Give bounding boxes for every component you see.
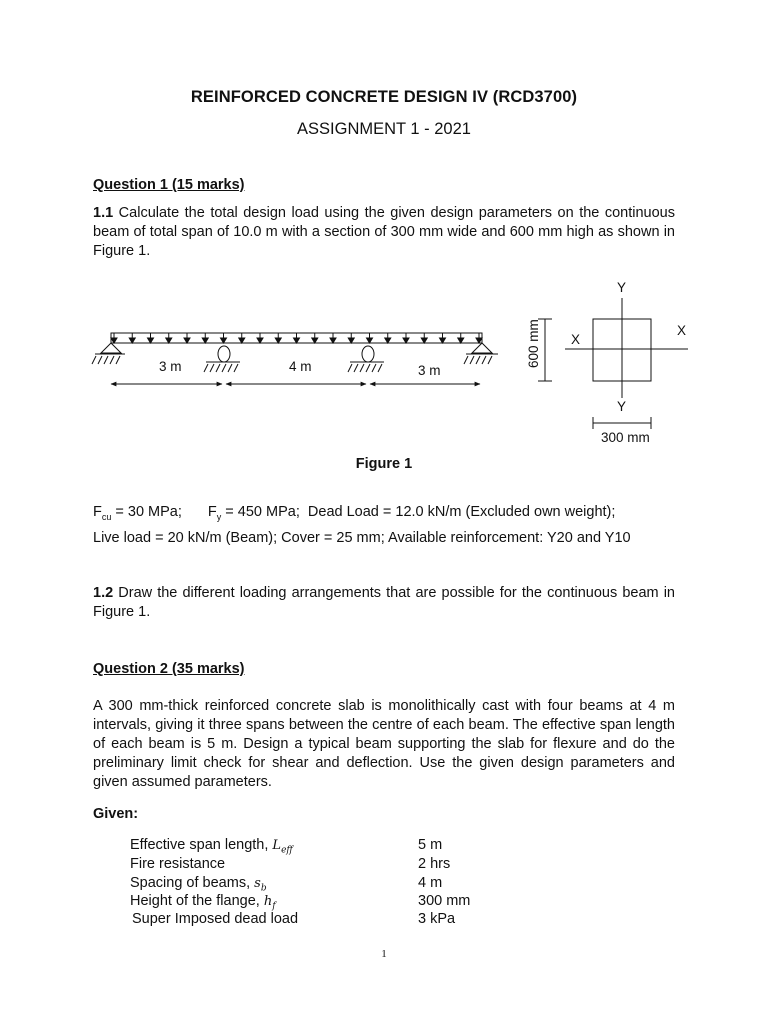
span-label-1: 3 m	[159, 359, 182, 374]
figure-caption: Figure 1	[355, 456, 413, 472]
section-height-label: 600 mm	[526, 319, 541, 368]
distributed-load-arrows	[111, 333, 482, 343]
question-1-heading: Question 1 (15 marks)	[93, 177, 245, 193]
given-row-fire-resistance: Fire resistance 2 hrs	[130, 856, 451, 872]
question-1-2-text	[93, 584, 675, 622]
pinned-support-left	[92, 343, 125, 364]
span-label-2: 4 m	[289, 359, 312, 374]
load-arrow-head	[330, 338, 336, 343]
design-parameters-line-2: Live load = 20 kN/m (Beam); Cover = 25 mm; Available reinforcement: Y20 and Y10	[93, 530, 631, 546]
design-parameters-line-1: $F_{cu} = 30$ MPa; $F_y = 450$ MPa; Dead Load = 12.0 kN/m (Excluded own weight);	[93, 504, 616, 522]
axis-x-right-label: X	[677, 323, 687, 338]
assignment-title: ASSIGNMENT 1 - 2021	[297, 120, 471, 138]
question-1-1-number: 1.1	[93, 205, 114, 221]
question-1-2-number: 1.2	[93, 585, 114, 601]
given-row-beam-spacing: Spacing of beams, $s_b$ 4 m	[130, 875, 443, 894]
beam-cross-section	[538, 298, 688, 429]
load-arrow-head	[184, 338, 190, 343]
load-arrow-head	[111, 338, 117, 343]
figure-1-diagram	[0, 0, 768, 460]
load-arrow-head	[440, 338, 446, 343]
load-arrow-head	[257, 338, 263, 343]
span-label-3: 3 m	[418, 363, 441, 378]
axis-y-top-label: Y	[617, 280, 627, 295]
question-1-2-body: Draw the different loading arrangements that are possible for the continuous beam in Figure 1.	[93, 585, 675, 620]
roller-support-2	[348, 346, 384, 372]
axis-x-left-label: X	[571, 332, 581, 347]
given-label: Given:	[93, 806, 139, 822]
load-arrow-head	[148, 338, 154, 343]
axis-y-bottom-label: Y	[617, 399, 627, 414]
load-arrow-head	[294, 338, 300, 343]
load-arrow-head	[385, 338, 391, 343]
load-arrow-head	[458, 338, 464, 343]
load-arrow-head	[421, 338, 427, 343]
question-2-heading: Question 2 (35 marks)	[93, 661, 245, 677]
load-arrow-head	[166, 338, 172, 343]
load-arrow-head	[275, 338, 281, 343]
given-row-flange-height: Height of the flange, $h_f$ 300 mm	[130, 893, 471, 912]
load-arrow-head	[129, 338, 135, 343]
roller-support-1	[204, 346, 240, 372]
load-arrow-head	[367, 338, 373, 343]
question-1-1-body: Calculate the total design load using the given design parameters on the continuous beam of total span of 10.0 m with a section of 300 mm wide and 600 mm high as shown in Figure 1.	[93, 205, 675, 259]
page-number: 1	[381, 948, 387, 960]
load-arrow-head	[221, 338, 227, 343]
pinned-support-right	[464, 343, 498, 364]
load-arrow-head	[239, 338, 245, 343]
load-arrow-head	[476, 338, 482, 343]
load-arrow-head	[312, 338, 318, 343]
question-2-text: A 300 mm-thick reinforced concrete slab is monolithically cast with four beams at 4 m intervals, giving it three spans between the centre of each beam. The effective span length of each beam is 5 m. Design a typical beam supporting the slab for flexure and do the preliminary limit check for shear and deflection. Use the given design parameters and given assumed parameters.	[93, 698, 675, 790]
load-arrow-head	[202, 338, 208, 343]
continuous-beam	[111, 333, 482, 343]
load-arrow-head	[403, 338, 409, 343]
given-row-effective-span: Effective span length, $L_{eff}$ 5 m	[130, 837, 443, 856]
load-arrow-head	[348, 338, 354, 343]
given-row-superimposed-dead-load: Super Imposed dead load 3 kPa	[132, 911, 456, 927]
section-width-label: 300 mm	[601, 430, 650, 445]
course-title: REINFORCED CONCRETE DESIGN IV (RCD3700)	[190, 88, 578, 106]
